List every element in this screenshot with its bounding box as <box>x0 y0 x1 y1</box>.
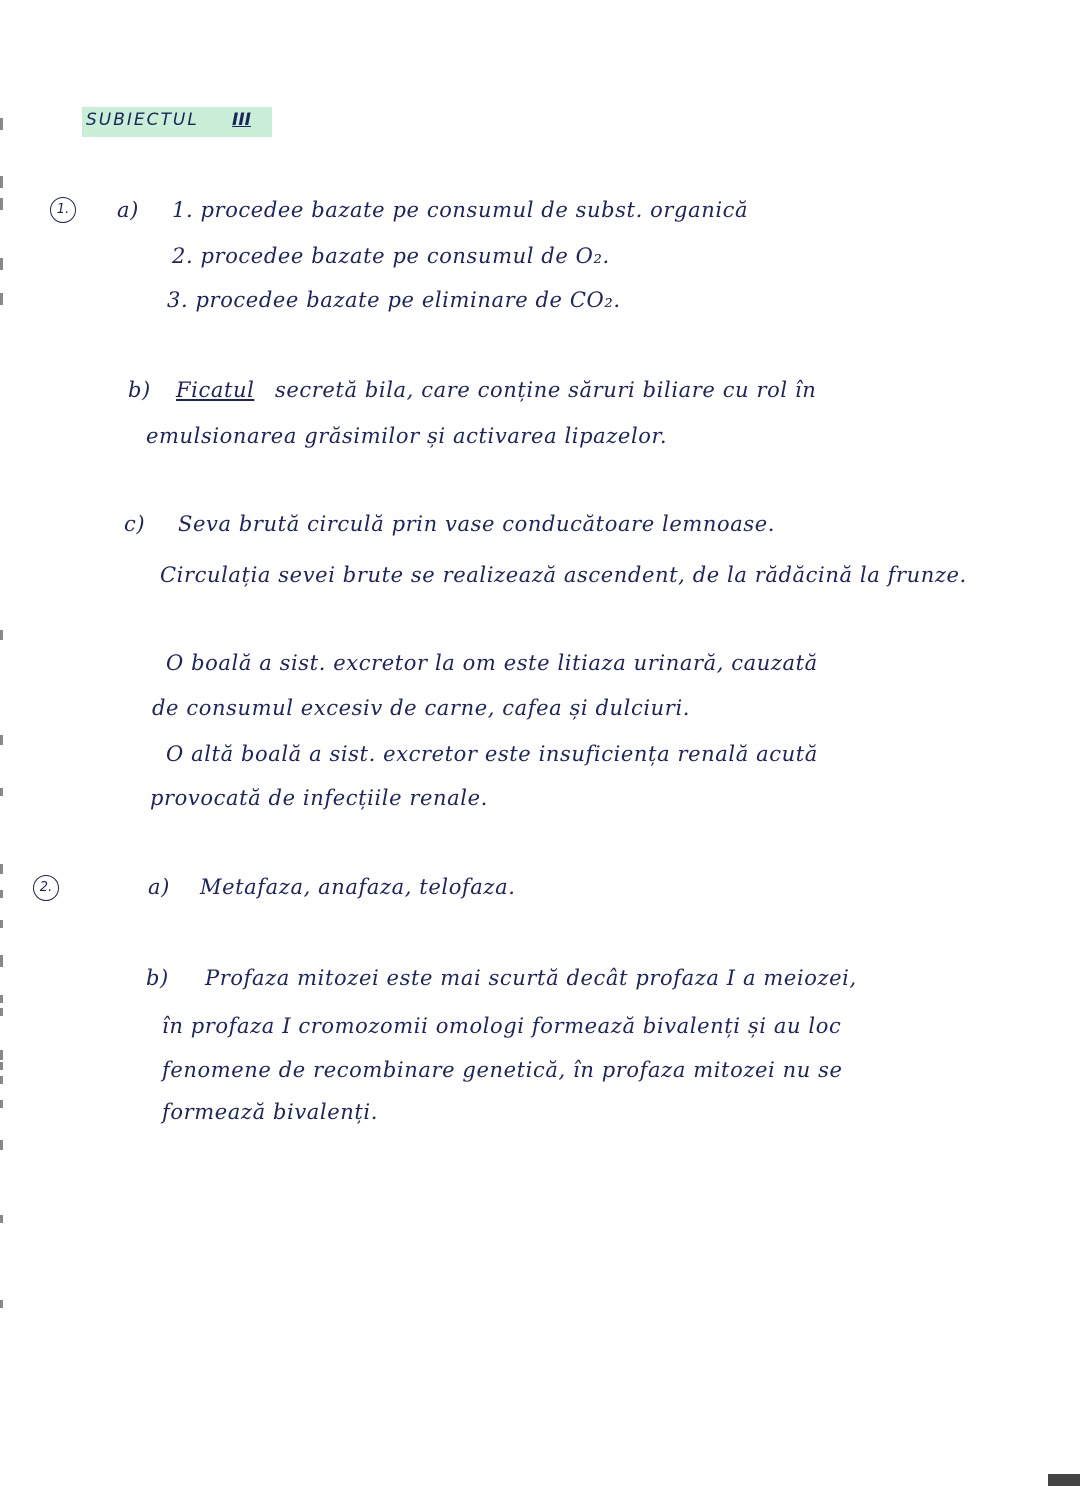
scan-edge-mark <box>0 1050 3 1060</box>
page-title-number: III <box>232 110 251 130</box>
scan-edge-mark <box>0 1300 3 1308</box>
q1-c-line-2: Circulația sevei brute se realizează ascendent, de la rădăcină la frunze. <box>160 563 967 587</box>
scan-edge-mark <box>0 1008 3 1016</box>
q2-a-text: Metafaza, anafaza, telofaza. <box>200 875 516 899</box>
scan-edge-mark <box>0 198 3 210</box>
page-title: SUBIECTUL <box>86 110 199 130</box>
scan-edge-mark <box>0 1140 3 1150</box>
q2-b-label: b) <box>146 966 169 990</box>
scan-edge-mark <box>0 630 3 640</box>
scan-edge-mark <box>0 1215 3 1223</box>
scan-edge-mark <box>0 176 3 188</box>
q1-d-line-3: O altă boală a sist. excretor este insuficiența renală acută <box>166 742 818 766</box>
q2-b-line-3: fenomene de recombinare genetică, în profaza mitozei nu se <box>162 1058 843 1082</box>
q1-d-line-2: de consumul excesiv de carne, cafea și dulciuri. <box>152 696 691 720</box>
scan-edge-mark <box>0 995 3 1003</box>
scan-edge-mark <box>0 258 3 270</box>
scan-corner-mark <box>1048 1474 1080 1486</box>
q2-b-line-1: Profaza mitozei este mai scurtă decât profaza I a meiozei, <box>205 966 857 990</box>
scan-edge-mark <box>0 920 3 928</box>
q1-b-line-1: secretă bila, care conține săruri biliare cu rol în <box>275 378 817 402</box>
scan-edge-mark <box>0 864 3 874</box>
q2-a-label: a) <box>148 875 170 899</box>
scan-edge-mark <box>0 1076 3 1084</box>
q1-a-item-3: 3. procedee bazate pe eliminare de CO₂. <box>167 288 621 312</box>
q1-c-label: c) <box>124 512 146 536</box>
q1-a-item-1: 1. procedee bazate pe consumul de subst. organică <box>172 198 749 222</box>
q1-b-line-2: emulsionarea grăsimilor și activarea lipazelor. <box>146 424 668 448</box>
scan-edge-mark <box>0 118 3 130</box>
q1-b-subject: Ficatul <box>176 378 255 402</box>
q1-a-item-2: 2. procedee bazate pe consumul de O₂. <box>172 244 610 268</box>
q1-a-label: a) <box>117 198 139 222</box>
scan-edge-mark <box>0 1100 3 1108</box>
question-number-1: 1. <box>50 197 76 223</box>
scan-edge-mark <box>0 735 3 745</box>
q1-d-line-1: O boală a sist. excretor la om este litiaza urinară, cauzată <box>166 651 818 675</box>
scan-edge-mark <box>0 293 3 305</box>
scan-edge-mark <box>0 1062 3 1070</box>
scan-edge-mark <box>0 890 3 898</box>
q2-b-line-4: formează bivalenți. <box>162 1100 379 1124</box>
question-number-2: 2. <box>33 875 59 901</box>
scan-edge-mark <box>0 955 3 967</box>
scan-edge-mark <box>0 788 3 796</box>
q1-c-line-1: Seva brută circulă prin vase conducătoare lemnoase. <box>178 512 776 536</box>
q2-b-line-2: în profaza I cromozomii omologi formează bivalenți și au loc <box>162 1014 842 1038</box>
q1-b-label: b) <box>128 378 151 402</box>
q1-d-line-4: provocată de infecțiile renale. <box>150 786 488 810</box>
